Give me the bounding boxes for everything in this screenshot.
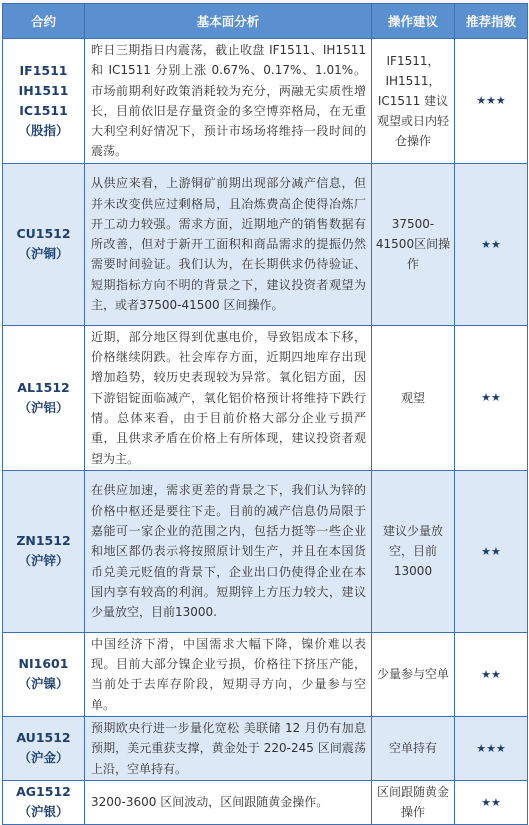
contract-cell bbox=[3, 632, 85, 716]
analysis-text: 在供应加速，需求更差的背景之下，我们认为锌的价格中枢还是要往下走。目前的减产信息仍局限于嘉能可一家企业的范围之内，包括力挺等一些企业和地区都仍表示将按照原计划生产，并且在本国货币兑美元贬值的背景下，企业出口仍使得企业在本国内享有较高的利润。短期锌上方压力较大，建议少量放空，目前13000. bbox=[91, 483, 366, 620]
advice-cell: 建议少量放空，目前13000 bbox=[372, 470, 455, 632]
contract-cell bbox=[3, 780, 85, 824]
table-row bbox=[3, 780, 528, 824]
advice-cell: 空单持有 bbox=[372, 717, 455, 781]
advice-cell: 观望 bbox=[372, 325, 455, 470]
contract-name: （沪银） bbox=[18, 804, 69, 820]
contract-code: IF1511 bbox=[19, 62, 68, 78]
analysis-cell bbox=[85, 163, 372, 325]
advice-cell: 37500-41500区间操作 bbox=[372, 163, 455, 325]
contract-code: NI1601 bbox=[18, 656, 69, 672]
contract-name: （沪金） bbox=[18, 750, 69, 766]
contract-cell bbox=[3, 325, 85, 470]
contract-code: AL1512 bbox=[17, 379, 70, 395]
contract-name: （沪铝） bbox=[18, 399, 69, 415]
header-analysis: 基本面分析 bbox=[85, 4, 372, 39]
analysis-text: 昨日三期指日内震荡，截止收盘 IF1511、IH1511 和 IC1511 分别上涨 0.67%、0.17%、1.01%。市场前期利好政策消耗较为充分，两融无实质性增长，目前依旧是存量资金的多空博弈格局，在无重大利空利好情况下，预计市场场将维持一段时间的震荡。 bbox=[91, 43, 366, 159]
header-rating: 推荐指数 bbox=[455, 4, 528, 39]
table-row bbox=[3, 470, 528, 632]
contract-cell bbox=[3, 717, 85, 781]
rating-stars: ★★ bbox=[455, 632, 528, 716]
contract-cell bbox=[3, 470, 85, 632]
contract-cell bbox=[3, 163, 85, 325]
contract-cell bbox=[3, 39, 85, 164]
analysis-cell bbox=[85, 325, 372, 470]
contract-name: （沪铜） bbox=[18, 246, 69, 262]
analysis-cell bbox=[85, 470, 372, 632]
rating-stars: ★★★ bbox=[455, 717, 528, 781]
contract-name: （股指） bbox=[18, 122, 69, 138]
analysis-text: 3200-3600 区间波动，区间跟随黄金操作。 bbox=[91, 795, 329, 810]
header-row bbox=[3, 4, 528, 39]
rating-stars: ★★★ bbox=[455, 39, 528, 164]
table-row bbox=[3, 632, 528, 716]
advice-cell: 少量参与空单 bbox=[372, 632, 455, 716]
rating-stars: ★★ bbox=[455, 163, 528, 325]
contract-name: （沪镍） bbox=[18, 676, 69, 692]
header-contract: 合约 bbox=[3, 4, 85, 39]
contract-code: CU1512 bbox=[16, 226, 71, 242]
table-row bbox=[3, 325, 528, 470]
fundamentals-table bbox=[2, 3, 528, 825]
table-row bbox=[3, 717, 528, 781]
contract-code: AG1512 bbox=[16, 784, 71, 800]
analysis-text: 近期，部分地区得到优惠电价，导致铝成本下移，价格继续阴跌。社会库存方面，近期四地库存出现增加趋势，较历史表现较为异常。氧化铝方面，因下游铝锭面临减产，氧化铝价格预计将维持下跌行情。总体来看，由于目前价格大部分企业亏损严重，且供求矛盾在价格上有所体现，建议投资者观望为主。 bbox=[91, 329, 366, 466]
rating-stars: ★★ bbox=[455, 325, 528, 470]
analysis-cell bbox=[85, 717, 372, 781]
contract-code: ZN1512 bbox=[16, 533, 71, 549]
advice-cell: IF1511，IH1511，IC1511 建议观望或日内轻仓操作 bbox=[372, 39, 455, 164]
analysis-cell bbox=[85, 39, 372, 164]
contract-code: IC1511 bbox=[19, 102, 68, 118]
contract-name: （沪锌） bbox=[18, 553, 69, 569]
table-row bbox=[3, 39, 528, 164]
analysis-text: 预期欧央行进一步量化宽松 美联储 12 月仍有加息预期，美元重获支撑，黄金处于 220-245 区间震荡上沿，空单持有。 bbox=[91, 721, 366, 776]
header-advice: 操作建议 bbox=[372, 4, 455, 39]
rating-stars: ★★ bbox=[455, 470, 528, 632]
advice-cell: 区间跟随黄金操作 bbox=[372, 780, 455, 824]
contract-code: AU1512 bbox=[16, 730, 71, 746]
analysis-cell bbox=[85, 632, 372, 716]
analysis-text: 从供应来看，上游铜矿前期出现部分减产信息，但并未改变供应过剩格局，且冶炼费高企使得冶炼厂开工动力较强。需求方面，近期地产的销售数据有所改善，但对于新开工面积和商品需求的提振仍然需要时间验证。我们认为，在长期供求仍待验证、短期指标方向不明的背景之下，建议投资者观望为主，或者37500-41500 区间操作。 bbox=[91, 176, 366, 313]
rating-stars: ★★ bbox=[455, 780, 528, 824]
contract-code: IH1511 bbox=[18, 82, 69, 98]
analysis-text: 中国经济下滑，中国需求大幅下降，镍价难以表现。目前大部分镍企业亏损，价格往下挤压产能，当前处于去库存阶段，短期寻方向，少量参与空单。 bbox=[91, 636, 366, 712]
analysis-cell bbox=[85, 780, 372, 824]
table-row bbox=[3, 163, 528, 325]
